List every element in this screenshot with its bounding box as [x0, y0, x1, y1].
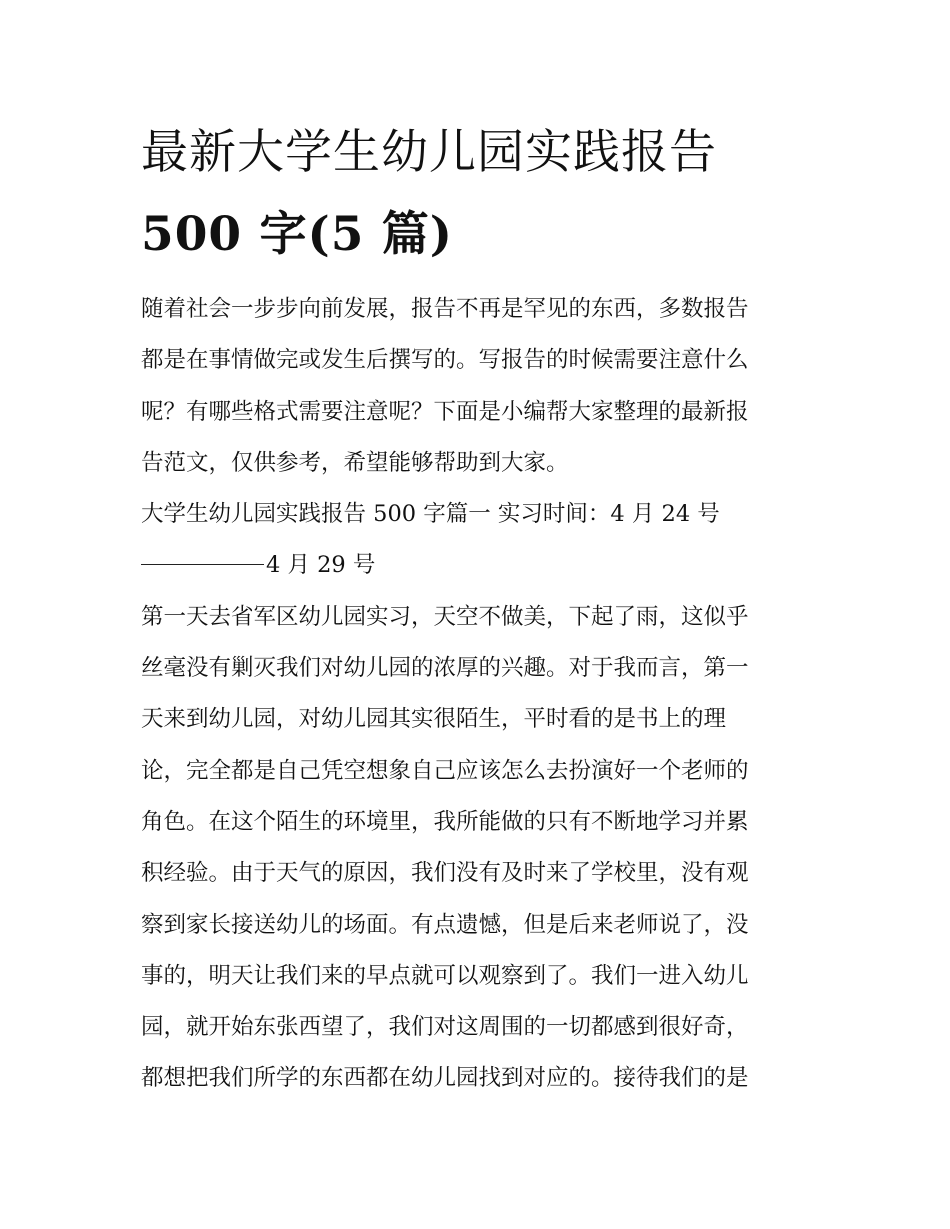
body-line: 都想把我们所学的东西都在幼儿园找到对应的。接待我们的是 — [141, 1065, 749, 1092]
body-line: 论，完全都是自己凭空想象自己应该怎么去扮演好一个老师的 — [141, 757, 749, 784]
body-line: 角色。在这个陌生的环境里，我所能做的只有不断地学习并累 — [141, 808, 749, 835]
intro-line: 随着社会一步步向前发展，报告不再是罕见的东西，多数报告 — [141, 296, 749, 322]
intro-line: 告范文，仅供参考，希望能够帮助到大家。 — [141, 449, 569, 476]
body-line: 积经验。由于天气的原因，我们没有及时来了学校里，没有观 — [141, 860, 749, 887]
intro-line: 呢？有哪些格式需要注意呢？下面是小编帮大家整理的最新报 — [141, 398, 749, 425]
title-line-1: 最新大学生幼儿园实践报告 — [141, 125, 717, 180]
date-end: 4 月 29 号 — [266, 552, 376, 579]
body-line: 天来到幼儿园，对幼儿园其实很陌生，平时看的是书上的理 — [141, 706, 727, 733]
section-heading: 大学生幼儿园实践报告 500 字篇一 实习时间：4 月 24 号 — [141, 501, 720, 528]
body-line: 园，就开始东张西望了，我们对这周围的一切都感到很好奇， — [141, 1014, 749, 1041]
document-content — [141, 112, 813, 1105]
body-line: 第一天去省军区幼儿园实习，天空不做美，下起了雨，这似乎 — [141, 603, 749, 630]
dash-line — [141, 564, 264, 565]
body-line: 丝毫没有剿灭我们对幼儿园的浓厚的兴趣。对于我而言，第一 — [141, 655, 749, 682]
intro-paragraph — [141, 284, 813, 489]
title-line-2: 500 字(5 篇) — [141, 207, 454, 262]
date-range-line — [141, 540, 813, 591]
section-header — [141, 489, 813, 592]
intro-line: 都是在事情做完或发生后撰写的。写报告的时候需要注意什么 — [141, 347, 749, 374]
document-title — [141, 112, 813, 276]
body-paragraph — [141, 592, 813, 1105]
body-line: 察到家长接送幼儿的场面。有点遗憾，但是后来老师说了，没 — [141, 911, 749, 938]
body-line: 事的，明天让我们来的早点就可以观察到了。我们一进入幼儿 — [141, 962, 749, 989]
